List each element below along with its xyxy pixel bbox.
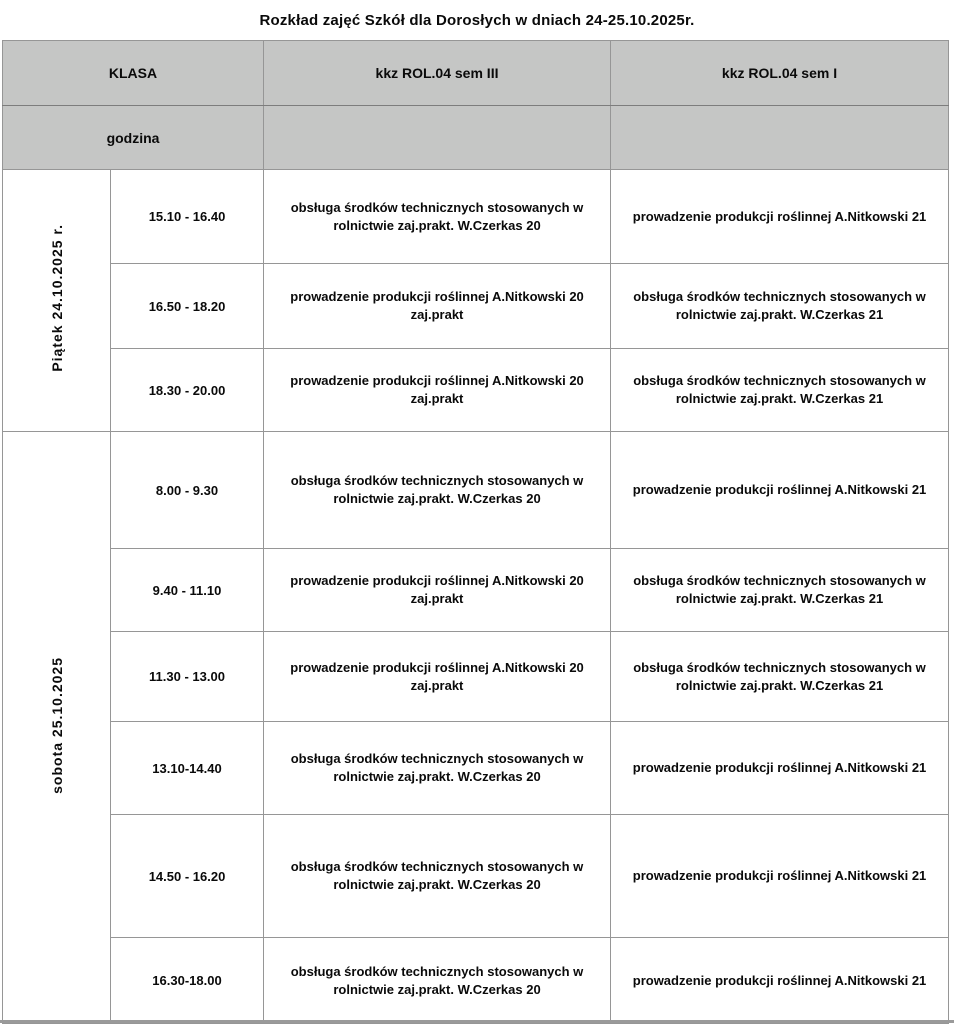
header-cell-sem1: kkz ROL.04 sem I — [611, 41, 949, 106]
table-row — [3, 549, 949, 632]
subject-cell-sem1: prowadzenie produkcji roślinnej A.Nitkowski 21 — [611, 938, 949, 1024]
table-row — [3, 349, 949, 432]
header-row-klasa — [3, 41, 949, 106]
table-row — [3, 722, 949, 815]
subject-cell-sem3: prowadzenie produkcji roślinnej A.Nitkowski 20 zaj.prakt — [264, 632, 611, 722]
time-cell: 15.10 - 16.40 — [111, 170, 264, 264]
subject-cell-sem3: prowadzenie produkcji roślinnej A.Nitkowski 20 zaj.prakt — [264, 264, 611, 349]
subject-cell-sem3: obsługa środków technicznych stosowanych w rolnictwie zaj.prakt. W.Czerkas 20 — [264, 432, 611, 549]
subject-cell-sem1: obsługa środków technicznych stosowanych w rolnictwie zaj.prakt. W.Czerkas 21 — [611, 349, 949, 432]
header-empty-cell — [264, 106, 611, 170]
subject-cell-sem1: obsługa środków technicznych stosowanych w rolnictwie zaj.prakt. W.Czerkas 21 — [611, 264, 949, 349]
header-cell-godzina: godzina — [3, 106, 264, 170]
header-empty-cell — [611, 106, 949, 170]
time-cell: 14.50 - 16.20 — [111, 815, 264, 938]
time-cell: 8.00 - 9.30 — [111, 432, 264, 549]
time-cell: 9.40 - 11.10 — [111, 549, 264, 632]
header-cell-sem3: kkz ROL.04 sem III — [264, 41, 611, 106]
time-cell: 13.10-14.40 — [111, 722, 264, 815]
subject-cell-sem1: prowadzenie produkcji roślinnej A.Nitkowski 21 — [611, 722, 949, 815]
subject-cell-sem3: obsługa środków technicznych stosowanych w rolnictwie zaj.prakt. W.Czerkas 20 — [264, 170, 611, 264]
table-body — [3, 170, 949, 1024]
day-cell-saturday — [3, 432, 111, 1024]
table-row — [3, 632, 949, 722]
subject-cell-sem1: prowadzenie produkcji roślinnej A.Nitkowski 21 — [611, 432, 949, 549]
subject-cell-sem3: obsługa środków technicznych stosowanych w rolnictwie zaj.prakt. W.Czerkas 20 — [264, 938, 611, 1024]
subject-cell-sem1: prowadzenie produkcji roślinnej A.Nitkowski 21 — [611, 815, 949, 938]
subject-cell-sem3: obsługa środków technicznych stosowanych w rolnictwie zaj.prakt. W.Czerkas 20 — [264, 722, 611, 815]
schedule-table — [2, 40, 949, 1024]
table-row — [3, 170, 949, 264]
page-title: Rozkład zajęć Szkół dla Dorosłych w dniach 24-25.10.2025r. — [259, 11, 695, 29]
header-row-godzina — [3, 106, 949, 170]
table-row — [3, 432, 949, 549]
subject-cell-sem1: obsługa środków technicznych stosowanych w rolnictwie zaj.prakt. W.Czerkas 21 — [611, 632, 949, 722]
subject-cell-sem3: obsługa środków technicznych stosowanych w rolnictwie zaj.prakt. W.Czerkas 20 — [264, 815, 611, 938]
table-header — [3, 41, 949, 170]
day-label: sobota 25.10.2025 — [48, 656, 65, 794]
header-cell-klasa: KLASA — [3, 41, 264, 106]
day-label: Piątek 24.10.2025 r. — [48, 224, 65, 372]
time-cell: 16.50 - 18.20 — [111, 264, 264, 349]
subject-cell-sem1: obsługa środków technicznych stosowanych w rolnictwie zaj.prakt. W.Czerkas 21 — [611, 549, 949, 632]
page-bottom-edge — [0, 1020, 954, 1023]
subject-cell-sem3: prowadzenie produkcji roślinnej A.Nitkowski 20 zaj.prakt — [264, 549, 611, 632]
table-row — [3, 938, 949, 1024]
subject-cell-sem3: prowadzenie produkcji roślinnej A.Nitkowski 20 zaj.prakt — [264, 349, 611, 432]
table-row — [3, 815, 949, 938]
time-cell: 11.30 - 13.00 — [111, 632, 264, 722]
subject-cell-sem1: prowadzenie produkcji roślinnej A.Nitkowski 21 — [611, 170, 949, 264]
time-cell: 18.30 - 20.00 — [111, 349, 264, 432]
time-cell: 16.30-18.00 — [111, 938, 264, 1024]
table-row — [3, 264, 949, 349]
day-cell-friday — [3, 170, 111, 432]
